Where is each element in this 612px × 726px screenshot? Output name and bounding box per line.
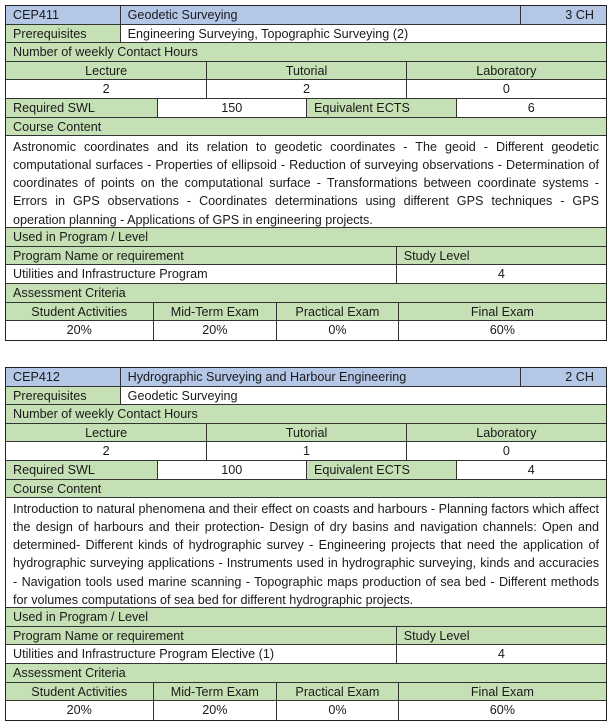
ects-value: 4 [457,461,607,479]
contact-hours-header-row [6,424,606,443]
lecture-value: 2 [6,442,207,460]
swl-row [6,461,606,480]
student-activities-value: 20% [6,321,154,340]
lecture-header: Lecture [6,62,207,80]
tutorial-header: Tutorial [207,62,406,80]
swl-label: Required SWL [6,461,158,479]
program-header: Program Name or requirement [6,247,397,265]
contact-hours-header-row [6,62,606,81]
assessment-label: Assessment Criteria [6,664,606,682]
used-in-label: Used in Program / Level [6,608,606,626]
course-table-cep412 [5,367,607,721]
laboratory-value: 0 [407,80,606,98]
assessment-value-row [6,321,606,340]
practical-exam-header: Practical Exam [277,683,399,701]
assessment-header-row [6,303,606,322]
prerequisites-value: Engineering Surveying, Topographic Surveying (2) [121,25,606,43]
midterm-exam-header: Mid-Term Exam [154,683,278,701]
course-header-row [6,368,606,387]
laboratory-value: 0 [407,442,606,460]
used-in-label: Used in Program / Level [6,228,606,246]
used-in-label-row [6,608,606,627]
course-content-label: Course Content [6,480,606,498]
contact-hours-label-row [6,43,606,62]
lecture-header: Lecture [6,424,207,442]
contact-hours-label: Number of weekly Contact Hours [6,43,606,61]
final-exam-value: 60% [399,321,606,340]
course-title: Hydrographic Surveying and Harbour Engineering [121,368,522,386]
course-content-label-row [6,480,606,499]
program-header: Program Name or requirement [6,627,397,645]
assessment-label-row [6,664,606,683]
final-exam-value: 60% [399,701,606,720]
swl-value: 100 [158,461,308,479]
credit-hours: 2 CH [521,368,606,386]
used-in-label-row [6,228,606,247]
practical-exam-value: 0% [277,701,399,720]
ects-value: 6 [457,99,607,117]
credit-hours: 3 CH [521,6,606,24]
assessment-label-row [6,284,606,303]
student-activities-header: Student Activities [6,303,154,321]
course-header-row [6,6,606,25]
course-content-label: Course Content [6,118,606,136]
prerequisites-label: Prerequisites [6,25,121,43]
practical-exam-value: 0% [277,321,399,340]
program-header-row [6,247,606,266]
midterm-exam-header: Mid-Term Exam [154,303,278,321]
course-content-text: Astronomic coordinates and its relation to geodetic coordinates - The geoid - Different geodetic computational surfaces - Properties of ellipsoid - Reduction of surveying observations - Determination of coordinates of points on the computational surface - Transformations between coordinate systems - Errors in GPS observations - Coordinates determinations using different GPS techniques - GPS operation planning - Applications of GPS in engineering projects. [6,136,606,227]
course-content-text: Introduction to natural phenomena and their effect on coasts and harbours - Planning factors which affect the design of harbours and their protection- Design of dry basins and navigation channels: Open and determined- Different kinds of hydrographic survey - Engineering projects that need the application of hydrographic surveying applications - Instruments used in hydrographic surveying, kinds and accuracies - Navigation tools used marine scanning - Topographic maps production of sea bed - Different methods for volumes computations of sea bed for different hydrographic projects. [6,498,606,607]
prerequisites-label: Prerequisites [6,387,121,405]
study-level-header: Study Level [397,627,606,645]
program-name: Utilities and Infrastructure Program Elective (1) [6,645,397,663]
midterm-exam-value: 20% [154,321,278,340]
program-name: Utilities and Infrastructure Program [6,265,397,283]
contact-hours-label-row [6,405,606,424]
laboratory-header: Laboratory [407,62,606,80]
course-content-row [6,498,606,608]
assessment-label: Assessment Criteria [6,284,606,302]
ects-label: Equivalent ECTS [307,461,457,479]
midterm-exam-value: 20% [154,701,278,720]
assessment-header-row [6,683,606,702]
course-code: CEP412 [6,368,121,386]
course-content-label-row [6,118,606,137]
course-title: Geodetic Surveying [121,6,522,24]
laboratory-header: Laboratory [407,424,606,442]
swl-label: Required SWL [6,99,158,117]
final-exam-header: Final Exam [399,683,606,701]
prerequisites-value: Geodetic Surveying [121,387,606,405]
tutorial-value: 1 [207,442,406,460]
prerequisites-row [6,25,606,44]
study-level-value: 4 [397,645,606,663]
tutorial-value: 2 [207,80,406,98]
swl-row [6,99,606,118]
course-content-row [6,136,606,228]
assessment-value-row [6,701,606,720]
lecture-value: 2 [6,80,207,98]
tutorial-header: Tutorial [207,424,406,442]
program-value-row [6,645,606,664]
course-code: CEP411 [6,6,121,24]
contact-hours-label: Number of weekly Contact Hours [6,405,606,423]
study-level-header: Study Level [397,247,606,265]
ects-label: Equivalent ECTS [307,99,457,117]
prerequisites-row [6,387,606,406]
study-level-value: 4 [397,265,606,283]
contact-hours-value-row [6,80,606,99]
student-activities-header: Student Activities [6,683,154,701]
student-activities-value: 20% [6,701,154,720]
swl-value: 150 [158,99,308,117]
program-value-row [6,265,606,284]
contact-hours-value-row [6,442,606,461]
program-header-row [6,627,606,646]
practical-exam-header: Practical Exam [277,303,399,321]
final-exam-header: Final Exam [399,303,606,321]
course-table-cep411 [5,5,607,341]
